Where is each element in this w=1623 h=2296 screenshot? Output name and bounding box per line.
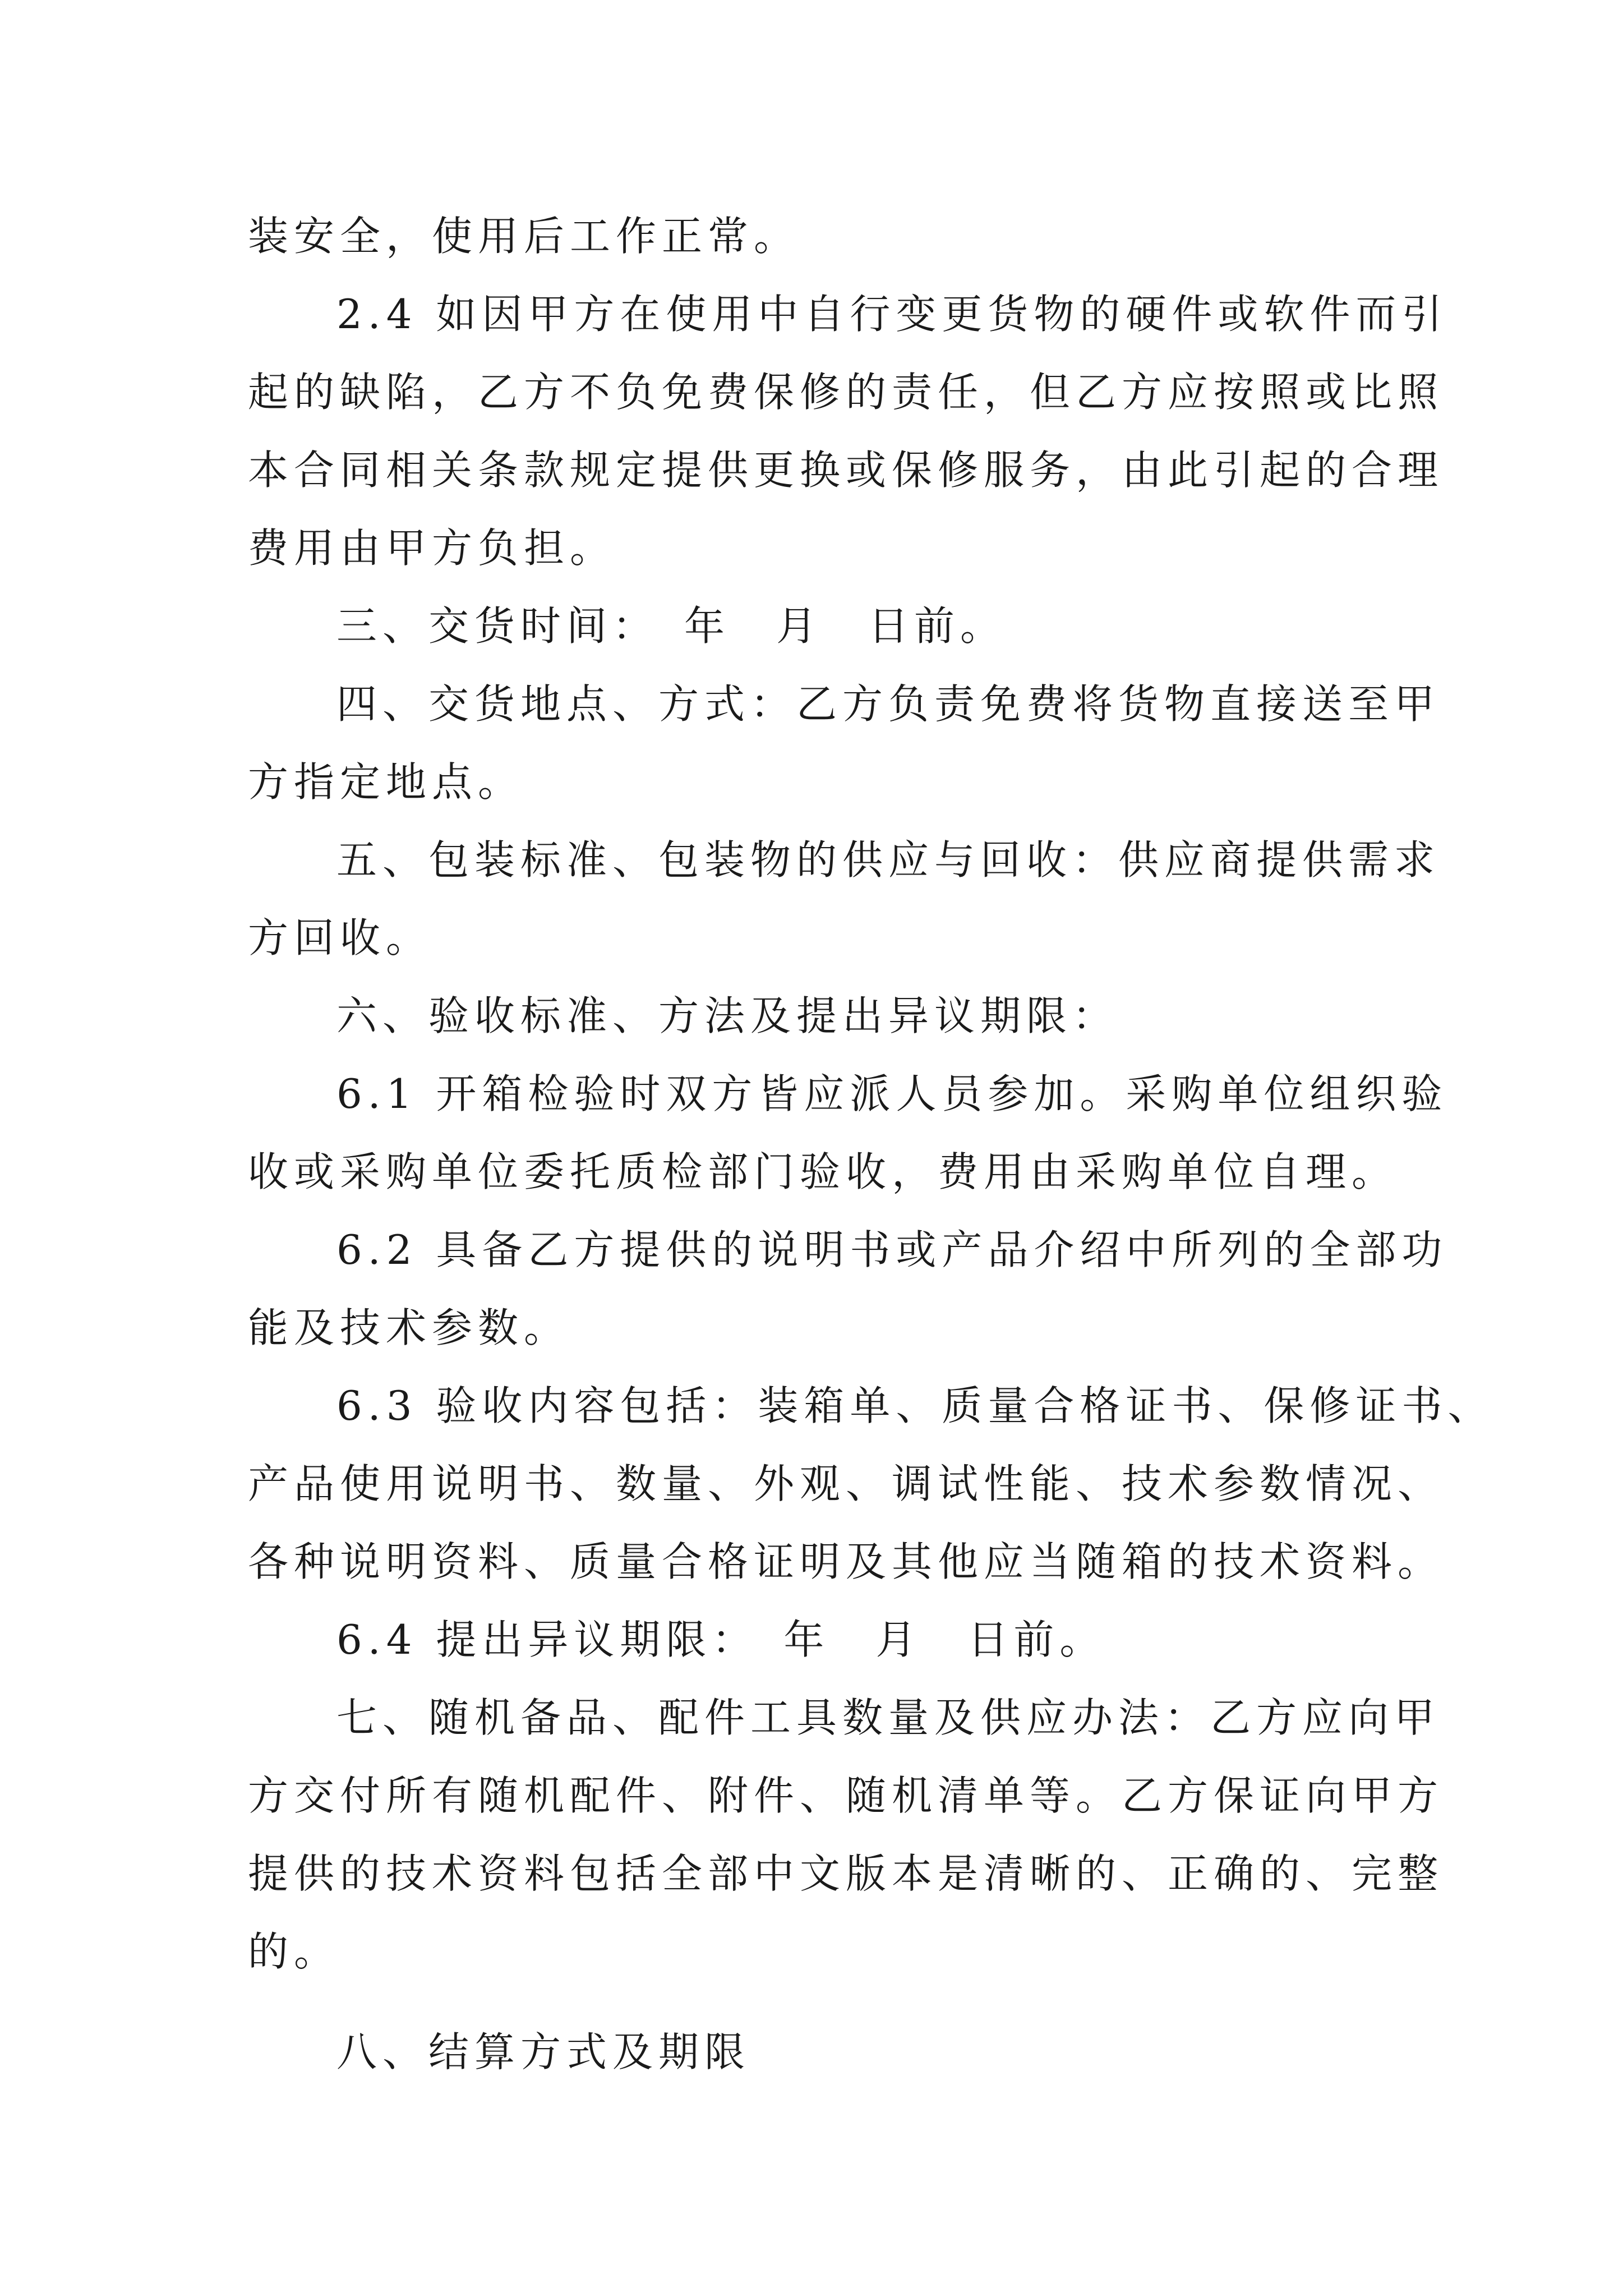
- text-line: 方指定地点。: [248, 758, 524, 806]
- text-line: 起的缺陷，乙方不负免费保修的责任，但乙方应按照或比照: [248, 369, 1444, 416]
- text-line: 提供的技术资料包括全部中文版本是清晰的、正确的、完整: [248, 1850, 1444, 1897]
- text-line: 八、结算方式及期限: [336, 2028, 751, 2076]
- text-line: 的。: [248, 1928, 340, 1975]
- text-line: 五、包装标准、包装物的供应与回收：供应商提供需求: [336, 836, 1441, 884]
- text-line: 6.3 验收内容包括：装箱单、质量合格证书、保修证书、: [336, 1382, 1494, 1429]
- text-line: 本合同相关条款规定提供更换或保修服务，由此引起的合理: [248, 447, 1444, 494]
- text-line: 三、交货时间： 年 月 日前。: [336, 602, 1007, 650]
- text-line: 6.4 提出异议期限： 年 月 日前。: [336, 1616, 1106, 1663]
- text-line: 2.4 如因甲方在使用中自行变更货物的硬件或软件而引: [336, 291, 1448, 338]
- paragraph-gap: [248, 1991, 1426, 2013]
- text-line: 收或采购单位委托质检部门验收，费用由采购单位自理。: [248, 1148, 1398, 1195]
- document-body: [248, 197, 1494, 2091]
- text-line: 能及技术参数。: [248, 1304, 570, 1351]
- text-line: 方交付所有随机配件、附件、随机清单等。乙方保证向甲方: [248, 1772, 1444, 1819]
- text-line: 七、随机备品、配件工具数量及供应办法：乙方应向甲: [336, 1694, 1441, 1741]
- text-line: 产品使用说明书、数量、外观、调试性能、技术参数情况、: [248, 1460, 1444, 1507]
- text-line: 装安全，使用后工作正常。: [248, 213, 800, 260]
- text-line: 四、交货地点、方式：乙方负责免费将货物直接送至甲: [336, 680, 1441, 728]
- text-line: 6.1 开箱检验时双方皆应派人员参加。采购单位组织验: [336, 1070, 1448, 1117]
- text-line: 6.2 具备乙方提供的说明书或产品介绍中所列的全部功: [336, 1226, 1448, 1273]
- text-line: 各种说明资料、质量合格证明及其他应当随箱的技术资料。: [248, 1538, 1444, 1585]
- text-line: 六、验收标准、方法及提出异议期限：: [336, 992, 1119, 1039]
- text-line: 费用由甲方负担。: [248, 524, 616, 572]
- text-line: 方回收。: [248, 914, 432, 961]
